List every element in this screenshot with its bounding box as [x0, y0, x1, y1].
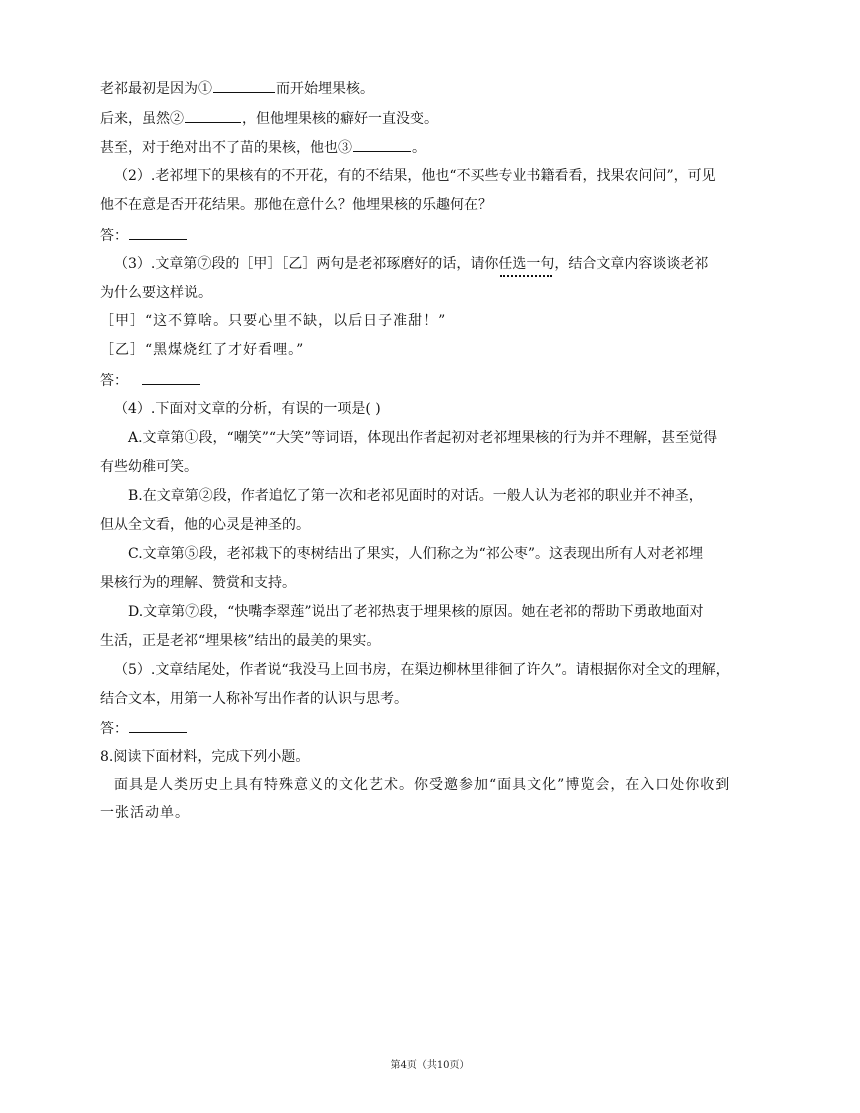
question-3-line-1	[114, 254, 708, 274]
text: 后来，虽然②	[100, 111, 184, 127]
answer-blank-q5[interactable]	[129, 718, 187, 733]
question-5-line-2: 结合文本，用第一人称补写出作者的认识与思考。	[100, 691, 408, 707]
option-d-line-2: 生活，正是老祁“埋果核”结出的最美的果实。	[100, 633, 381, 649]
quote-yi: ［乙］“黑煤烧红了才好看哩。”	[100, 342, 305, 358]
text: （3）.文章第⑦段的［甲］［乙］两句是老祁琢磨好的话，请你	[114, 256, 499, 272]
text: ，但他埋果核的癖好一直没变。	[242, 111, 438, 127]
material-line-1: 面具是人类历史上具有特殊意义的文化艺术。你受邀参加“面具文化”博览会，在入口处你收到	[114, 777, 731, 793]
answer-line-q2	[100, 225, 188, 246]
material-line-2: 一张活动单。	[100, 805, 190, 821]
option-c-line-2: 果核行为的理解、赞赏和支持。	[100, 575, 296, 591]
answer-blank-q2[interactable]	[129, 225, 187, 240]
answer-blank-q3[interactable]	[142, 370, 200, 385]
question-2-line-1: （2）.老祁埋下的果核有的不开花，有的不结果，他也“不买些专业书籍看看，找果农问问”，可见	[114, 168, 716, 184]
option-c-line-1: C.文章第⑤段，老祁栽下的枣树结出了果实，人们称之为“祁公枣”。这表现出所有人对老祁埋	[128, 546, 703, 562]
page-footer: 第4页（共10页）	[390, 1060, 470, 1071]
question-2-line-2: 他不在意是否开花结果。那他在意什么？他埋果核的乐趣何在？	[100, 197, 492, 213]
fill-line-1	[100, 78, 374, 99]
answer-label: 答：	[100, 228, 128, 244]
answer-blank-2[interactable]	[185, 108, 241, 123]
text: 。	[412, 140, 426, 156]
answer-label: 答：	[100, 721, 128, 737]
answer-blank-3[interactable]	[353, 137, 411, 152]
text: 老祁最初是因为①	[100, 81, 212, 97]
fill-line-3	[100, 137, 426, 158]
quote-jia: ［甲］“这不算啥。只要心里不缺，以后日子准甜！”	[100, 313, 447, 329]
fill-line-2	[100, 108, 438, 129]
option-a-line-1: A.文章第①段，“嘲笑”“大笑”等词语，体现出作者起初对老祁埋果核的行为并不理解，甚至觉得	[128, 430, 718, 446]
option-b-line-1: B.在文章第②段，作者追忆了第一次和老祁见面时的对话。一般人认为老祁的职业并不神圣，	[128, 488, 703, 504]
question-8-title: 8.阅读下面材料，完成下列小题。	[100, 749, 310, 765]
question-5-line-1: （5）.文章结尾处，作者说“我没马上回书房，在渠边柳林里徘徊了许久”。请根据你对全文的理解，	[114, 662, 730, 678]
text: 而开始埋果核。	[276, 81, 374, 97]
option-b-line-2: 但从全文看，他的心灵是神圣的。	[100, 517, 310, 533]
option-d-line-1: D.文章第⑦段，“快嘴李翠莲”说出了老祁热衷于埋果核的原因。她在老祁的帮助下勇敢地面对	[128, 604, 704, 620]
question-3-line-2: 为什么要这样说。	[100, 285, 212, 301]
emphasis-text: 任选一句	[498, 256, 555, 272]
answer-blank-1[interactable]	[213, 78, 275, 93]
text: 甚至，对于绝对出不了苗的果核，他也③	[100, 140, 352, 156]
text: ，结合文章内容谈谈老祁	[554, 256, 709, 272]
answer-line-q5	[100, 718, 188, 739]
question-4: （4）.下面对文章的分析，有误的一项是( )	[114, 401, 381, 417]
answer-label: 答：	[100, 373, 128, 389]
answer-line-q3	[100, 370, 201, 391]
option-a-line-2: 有些幼稚可笑。	[100, 459, 198, 475]
